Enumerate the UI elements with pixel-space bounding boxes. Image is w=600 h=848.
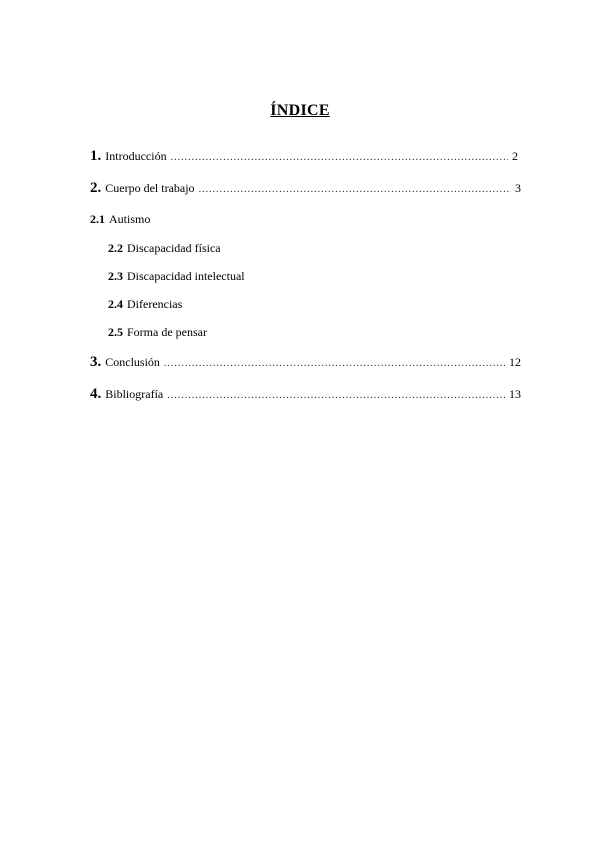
toc-entry-number: 3. bbox=[90, 354, 102, 370]
dot-leader bbox=[164, 358, 505, 369]
toc-entry-number: 2.4 bbox=[108, 297, 123, 311]
toc-entry-label: Conclusión bbox=[105, 355, 160, 369]
toc-entry-label: Diferencias bbox=[127, 297, 183, 311]
toc-entry-label: Introducción bbox=[105, 149, 167, 163]
toc-entry-page: 13 bbox=[509, 387, 521, 401]
toc-entry-discapacidad-fisica[interactable] bbox=[108, 241, 221, 256]
toc-entry-introduccion[interactable] bbox=[90, 148, 518, 165]
toc-entry-label: Cuerpo del trabajo bbox=[105, 181, 195, 195]
toc-entry-number: 2.3 bbox=[108, 269, 123, 283]
dot-leader bbox=[167, 390, 505, 401]
toc-entry-number: 4. bbox=[90, 386, 102, 402]
toc-entry-label: Discapacidad física bbox=[127, 241, 221, 255]
page-title: ÍNDICE bbox=[270, 102, 330, 119]
toc-entry-diferencias[interactable] bbox=[108, 297, 182, 312]
toc-entry-label: Discapacidad intelectual bbox=[127, 269, 245, 283]
toc-entry-label: Forma de pensar bbox=[127, 325, 207, 339]
dot-leader bbox=[171, 152, 508, 163]
toc-entry-label: Autismo bbox=[109, 212, 151, 226]
toc-entry-page: 2 bbox=[512, 149, 518, 163]
toc-entry-bibliografia[interactable] bbox=[90, 386, 521, 403]
toc-entry-number: 2.5 bbox=[108, 325, 123, 339]
toc-entry-page: 3 bbox=[515, 181, 521, 195]
toc-entry-label: Bibliografía bbox=[105, 387, 164, 401]
toc-entry-cuerpo-del-trabajo[interactable] bbox=[90, 180, 521, 197]
toc-entry-forma-de-pensar[interactable] bbox=[108, 325, 207, 340]
toc-entry-autismo[interactable] bbox=[90, 212, 150, 227]
toc-entry-page: 12 bbox=[509, 355, 521, 369]
toc-entry-number: 1. bbox=[90, 148, 102, 164]
toc-entry-number: 2.1 bbox=[90, 212, 105, 226]
toc-entry-conclusion[interactable] bbox=[90, 354, 521, 371]
toc-entry-discapacidad-intelectual[interactable] bbox=[108, 269, 245, 284]
dot-leader bbox=[199, 184, 511, 195]
toc-entry-number: 2.2 bbox=[108, 241, 123, 255]
toc-entry-number: 2. bbox=[90, 180, 102, 196]
